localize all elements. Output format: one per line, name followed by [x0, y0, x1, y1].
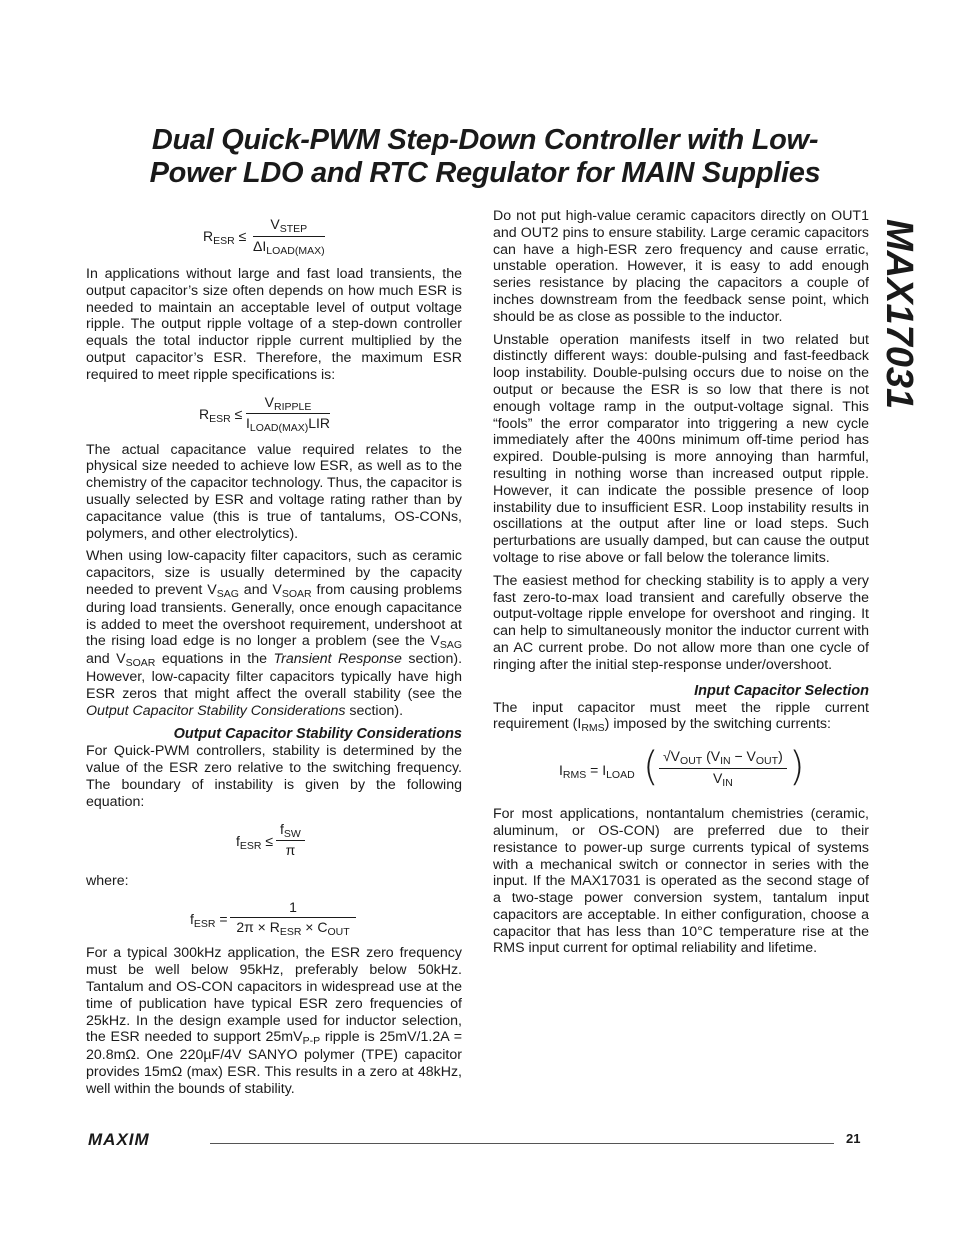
eq-right-paren: ) — [789, 744, 805, 791]
eq-numerator: 1 — [230, 899, 356, 918]
eq-fraction — [246, 394, 330, 435]
equation-fesr-fsw — [86, 817, 462, 867]
part-number-text: MAX17031 — [878, 219, 920, 410]
equation-irms — [493, 740, 869, 806]
paragraph: The easiest method for checking stability is to apply a very fast zero-to-max load transient and carefully observe the output-voltage ripple envelope for overshoot and ringing. It can help to simultaneously monitor the inductor current with an AC current probe. Do not allow more than one cycle of ringing after the initial step-response under/overshoot. — [493, 572, 869, 673]
eq-lhs: $f_{ESR}$ ≤ — [236, 832, 274, 852]
part-number-side-label — [873, 215, 927, 425]
paragraph: The actual capacitance value required relates to the physical size needed to achieve low ESR, as well as to the chemistry of the capacitor technology. Thus, the capacitor is usually selected by ESR and voltage rating rather than by capacitance value (this is true of tantalums, OS-CONs, polymers, and other electrolytics). — [86, 441, 462, 542]
eq-numerator: $V_{STEP}$ — [253, 216, 325, 237]
svg-text:MAXIM: MAXIM — [88, 1131, 150, 1147]
equation-resr-vstep — [86, 208, 462, 266]
right-column — [493, 208, 869, 963]
paragraph: Unstable operation manifests itself in two related but distinctly different ways: double-pulsing and fast-feedback loop instability. Double-pulsing occurs due to noise on the output or because the ESR is so low that there is not enough voltage ramp in the output-voltage signal. This “fools” the error comparator into triggering a new cycle immediately after the 400ns minimum off-time period has expired. Double-pulsing is more annoying than harmful, resulting in nothing worse than increased output ripple. However, it can indicate the possible presence of loop instability due to insufficient ESR. Loop instability results in oscillations at the output after line or load steps. Such perturbations are usually damped, but can cause the output voltage to rise above or fall below the tolerance limits. — [493, 331, 869, 566]
eq-denominator: π — [285, 842, 296, 859]
part-number-vertical-text — [873, 215, 927, 425]
eq-denominator: $\Delta I_{LOAD(MAX)}$ — [253, 237, 325, 257]
eq-numerator: $√V_{OUT}$ $(V_{IN} - V_{OUT})$ — [659, 748, 787, 769]
paragraph: For most applications, nontantalum chemistries (ceramic, aluminum, or OS-CON) are preferred due to their resistance to power-up surge currents typical of systems with a mechanical switch or connector in series with the input. If the MAX17031 is operated as the second stage of a two-stage power conversion system, tantalum input capacitors are acceptable. In either configuration, choose a capacitor that has less than 10°C temperature rise at the RMS input current for optimal reliability and lifetime. — [493, 806, 869, 957]
eq-numerator: $f_{SW}$ — [276, 821, 305, 842]
eq-denominator: $V_{IN}$ — [712, 769, 733, 789]
paragraph-vsag: When using low-capacity filter capacitors, such as ceramic capacitors, size is usually determined by the capacity needed to prevent $V_{SAG}$ and $V_{SOAR}$ from causing problems during load transients. Generally, once enough capacitance is added to meet the overshoot requirement, undershoot at the rising load edge is no longer a problem (see the $V_{SAG}$ and $V_{SOAR}$ equations in the Transient Response section). However, low-capacity filter capacitors typically have high ESR zeros that might affect the overall stability (see the Output Capacitor Stability Considerations section). — [86, 548, 463, 719]
maxim-logo — [88, 1131, 200, 1147]
section-heading-input-capacitor-selection: Input Capacitor Selection — [694, 682, 869, 699]
paragraph: For a typical 300kHz application, the ESR zero frequency must be well below 95kHz, preferably below 50kHz. Tantalum and OS-CON capacitors in widespread use at the time of publication have typical ESR zero frequencies of 25kHz. In the design example used for inductor selection, the ESR needed to support $25mV_{P-P}$ ripple is 25mV/1.2A = 20.8mΩ. One 220µF/4V SANYO polymer (TPE) capacitor provides 15mΩ (max) ESR. This results in a zero at 48kHz, well within the bounds of stability. — [86, 945, 462, 1097]
ref-transient-response: Transient Response — [273, 651, 402, 668]
paragraph-irms: The input capacitor must meet the ripple current requirement $(I_{RMS})$ imposed by the switching currents: — [493, 699, 869, 735]
page-title — [90, 124, 880, 190]
eq-fraction — [230, 899, 356, 938]
section-heading-output-capacitor-stability: Output Capacitor Stability Considerations — [173, 726, 462, 743]
title-line-2: Power LDO and RTC Regulator for MAIN Supplies — [149, 157, 821, 189]
eq-fraction — [659, 748, 787, 789]
footer-rule — [210, 1143, 834, 1144]
paragraph: Do not put high-value ceramic capacitors directly on OUT1 and OUT2 pins to ensure stability. Large ceramic capacitors can have a high-ESR zero frequency and cause erratic, unstable operation. However, it is easy to add enough series resistance by placing the capacitors a couple of inches downstream from the feedback sense point, which should be as close as possible to the inductor. — [493, 208, 869, 325]
maxim-logo-icon — [88, 1131, 200, 1147]
left-column — [86, 208, 462, 1103]
paragraph: For Quick-PWM controllers, stability is determined by the value of the ESR zero relative to the switching frequency. The boundary of instability is given by the following equation: — [86, 743, 462, 810]
paragraph: In applications without large and fast load transients, the output capacitor’s size often depends on how much ESR is needed to maintain an acceptable level of output voltage ripple. The output ripple voltage of a step-down controller equals the total inductor ripple current multiplied by the output capacitor’s ESR. Therefore, the maximum ESR required to meet ripple specifications is: — [86, 266, 462, 383]
eq-left-paren: ( — [643, 744, 659, 791]
eq-lhs: $I_{RMS} = I_{LOAD}$ — [559, 762, 635, 782]
eq-lhs: $R_{ESR}$ ≤ — [199, 405, 243, 425]
equation-fesr-rc — [86, 895, 462, 945]
equation-resr-vripple — [86, 390, 462, 442]
eq-lhs: $f_{ESR}$ = — [190, 911, 228, 931]
eq-numerator: $V_{RIPPLE}$ — [246, 394, 330, 415]
eq-denominator: $2\pi \times R_{ESR} \times C_{OUT}$ — [236, 919, 350, 939]
eq-fraction — [276, 821, 305, 860]
eq-fraction — [253, 216, 325, 257]
title-line-1: Dual Quick-PWM Step-Down Controller with Low- — [151, 124, 819, 156]
eq-lhs: $R_{ESR}$ ≤ — [203, 228, 247, 247]
where-label: where: — [86, 872, 129, 889]
page-number: 21 — [846, 1131, 861, 1146]
eq-denominator: $I_{LOAD(MAX)}LIR$ — [246, 415, 331, 435]
ref-output-cap-stability: Output Capacitor Stability Considerations — [86, 702, 346, 719]
